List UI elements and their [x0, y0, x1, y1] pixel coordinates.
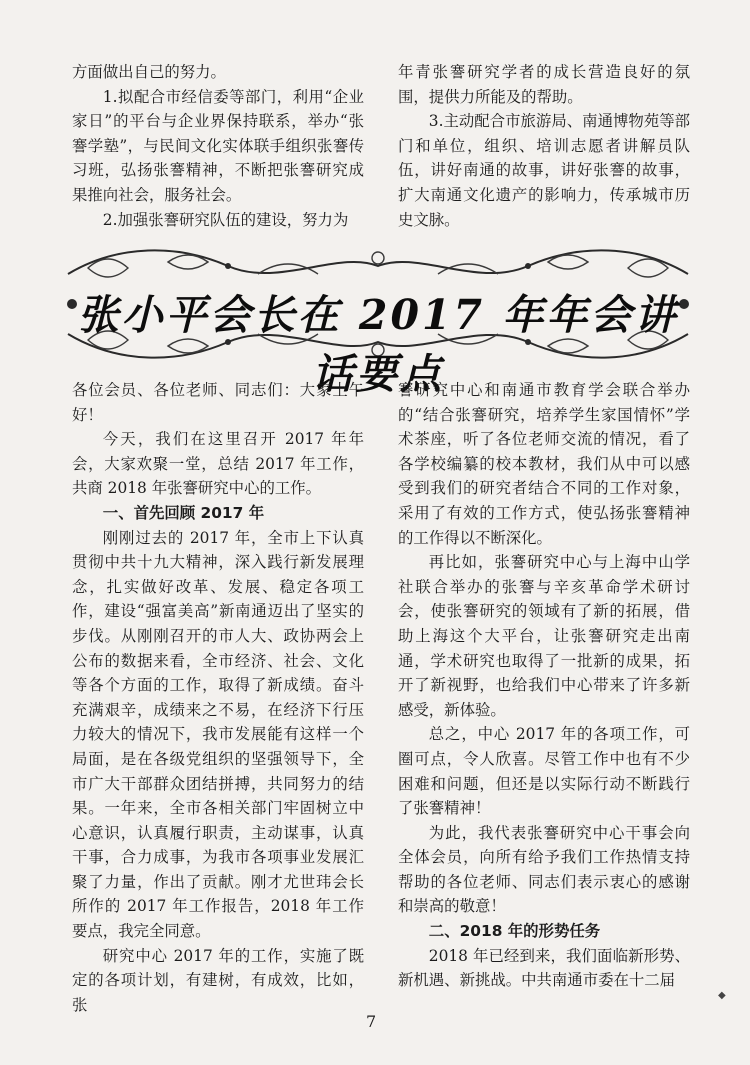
paragraph: 研究中心 2017 年的工作，实施了既定的各项计划，有建树，有成效，比如，张	[72, 946, 364, 1014]
paragraph: 今天，我们在这里召开 2017 年年会，大家欢聚一堂，总结 2017 年工作，共商 2018 年张謇研究中心的工作。	[72, 430, 364, 498]
paragraph: 年青张謇研究学者的成长营造良好的氛围，提供力所能及的帮助。	[398, 63, 690, 106]
top-left-column	[72, 60, 364, 232]
paragraph: 再比如，张謇研究中心与上海中山学社联合举办的张謇与辛亥革命学术研讨会，使张謇研究的领域有了新的拓展，借助上海这个大平台，让张謇研究走出南通，学术研究也取得了一批新的成果，拓开了新视野，也给我们中心带来了许多新感受，新体验。	[398, 553, 690, 719]
corner-mark-icon: ◆	[718, 990, 726, 1001]
paragraph: 方面做出自己的努力。	[72, 63, 226, 81]
paragraph: 2.加强张謇研究队伍的建设，努力为	[102, 210, 349, 229]
paragraph: 各位会员、各位老师、同志们：大家上午好！	[72, 381, 364, 424]
paragraph: 刚刚过去的 2017 年，全市上下认真贯彻中共十九大精神，深入践行新发展理念，扎实做好改革、发展、稳定各项工作，建设“强富美高”新南通迈出了坚实的步伐。从刚刚召开的市人大、政协两会上公布的数据来看，全市经济、社会、文化等各个方面的工作，取得了新成绩。奋斗充满艰辛，成绩来之不易，在经济下行压力较大的情况下，我市发展能有这样一个局面，是在各级党组织的坚强领导下，全市广大干部群众团结拼搏，共同努力的结果。一年来，全市各相关部门牢固树立中心意识，认真履行职责，主动谋事，认真干事，合力成事，为我市各项事业发展汇聚了力量，作出了贡献。刚才尤世玮会长所作的 2017 年工作报告，2018 年工作要点，我完全同意。	[72, 528, 364, 941]
title-banner	[58, 244, 698, 398]
main-left-column	[72, 378, 364, 1017]
main-right-column	[398, 378, 690, 993]
section-heading: 二、2018 年的形势任务	[428, 922, 601, 941]
article-title: 张小平会长在 2017 年年会讲话要点	[77, 291, 679, 398]
paragraph: 謇研究中心和南通市教育学会联合举办的“结合张謇研究，培养学生家国情怀”学术茶座，听了各位老师交流的情况，看了各学校编纂的校本教材，我们从中可以感受到我们的研究者结合不同的工作对象，采用了有效的工作方式，使弘扬张謇精神的工作得以不断深化。	[398, 381, 690, 547]
paragraph: 3.主动配合市旅游局、南通博物苑等部门和单位，组织、培训志愿者讲解员队伍，讲好南通的故事，讲好张謇的故事，扩大南通文化遗产的影响力，传承城市历史文脉。	[398, 112, 690, 229]
paragraph: 总之，中心 2017 年的各项工作，可圈可点，令人欣喜。尽管工作中也有不少困难和问题，但还是以实际行动不断践行了张謇精神！	[398, 725, 690, 818]
top-right-column	[398, 60, 690, 232]
paragraph: 1.拟配合市经信委等部门，利用“企业家日”的平台与企业界保持联系，举办“张謇学塾”，与民间文化实体联手组织张謇传习班，弘扬张謇精神，不断把张謇研究成果推向社会，服务社会。	[72, 87, 364, 204]
section-heading: 一、首先回顾 2017 年	[102, 503, 265, 522]
paragraph: 2018 年已经到来，我们面临新形势、新机遇、新挑战。中共南通市委在十二届	[398, 946, 690, 990]
page-number: 7	[366, 1012, 377, 1031]
paragraph: 为此，我代表张謇研究中心干事会向全体会员，向所有给予我们工作热情支持帮助的各位老师、同志们表示衷心的感谢和崇高的敬意！	[398, 823, 690, 916]
